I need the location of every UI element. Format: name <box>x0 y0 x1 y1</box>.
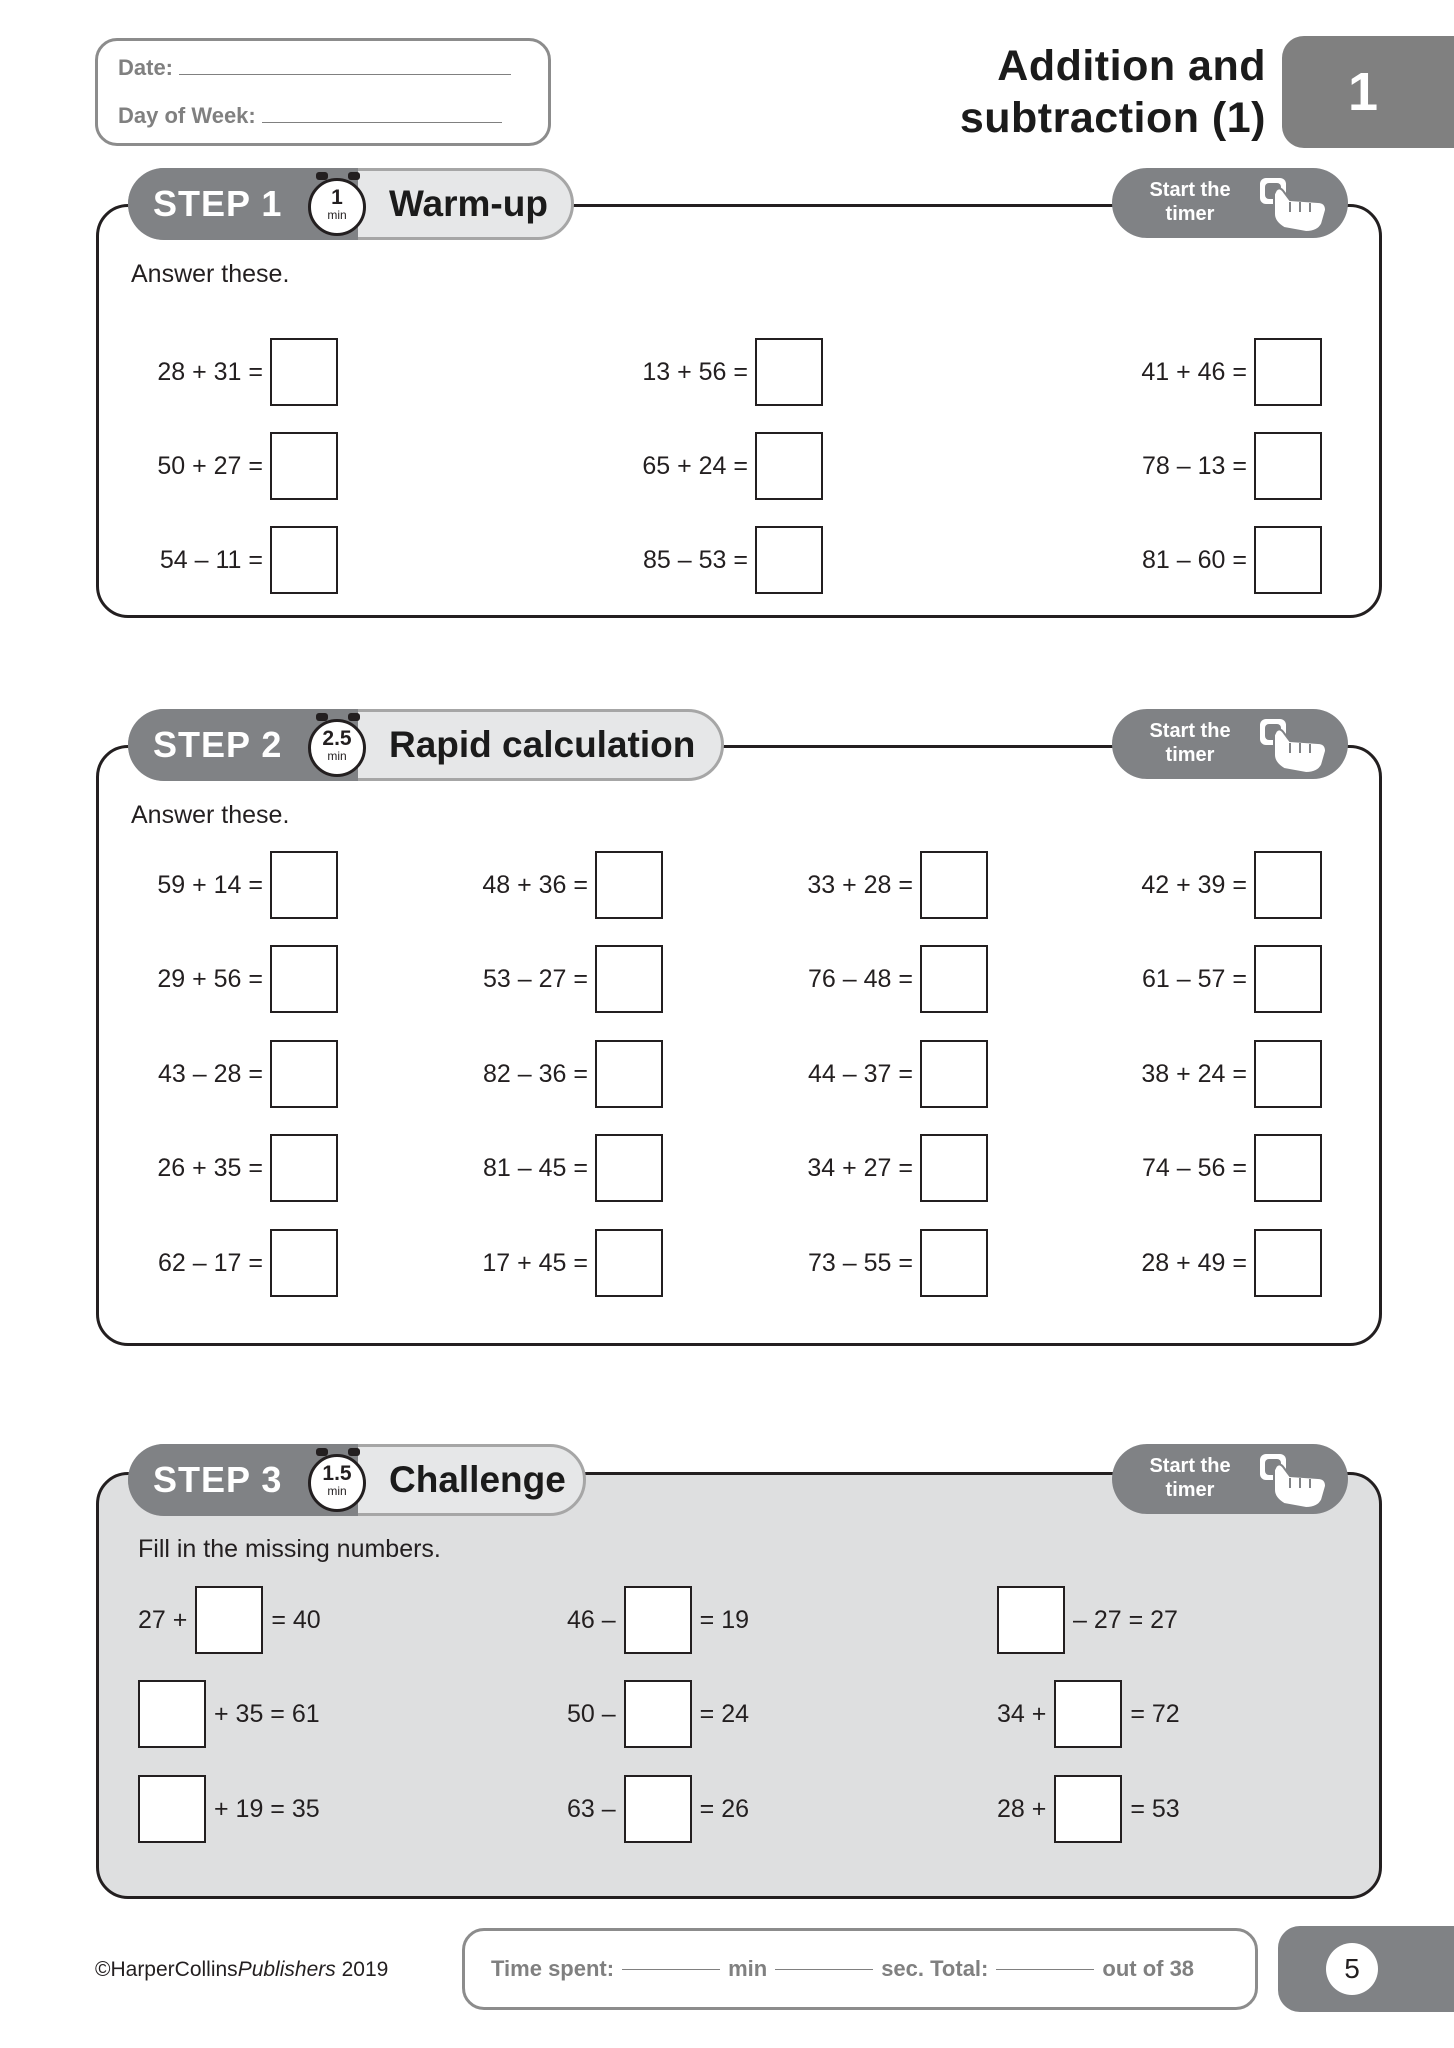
step3-clock-value: 1.5 <box>322 1462 352 1485</box>
day-line <box>118 103 502 129</box>
date-label: Date: <box>118 55 174 80</box>
answer-box[interactable] <box>270 945 338 1013</box>
copyright-publisher: Publishers <box>237 1958 336 1981</box>
stopwatch-icon <box>308 172 368 236</box>
answer-box[interactable] <box>270 432 338 500</box>
hand-pointer-icon <box>1254 172 1340 236</box>
page-title <box>960 40 1266 144</box>
missing-number-item <box>997 1775 1180 1843</box>
missing-number-item <box>997 1586 1178 1654</box>
question-item <box>465 1134 663 1202</box>
question-expression: 28 + 31 = <box>157 357 263 386</box>
unit-number-tab <box>1282 36 1454 148</box>
hand-pointer-icon <box>1254 1448 1340 1512</box>
step1-clock-value: 1 <box>331 186 343 209</box>
question-expression: 61 – 57 = <box>1142 964 1247 993</box>
time-spent-label: Time spent: <box>491 1956 615 1981</box>
answer-box[interactable] <box>1254 1229 1322 1297</box>
question-expression: 13 + 56 = <box>642 357 748 386</box>
expression-after: + 19 = 35 <box>214 1794 320 1823</box>
expression-before: 27 + <box>138 1605 188 1634</box>
step1-instruction: Answer these. <box>131 260 290 288</box>
question-expression: 17 + 45 = <box>482 1248 588 1277</box>
stopwatch-icon <box>308 713 368 777</box>
seconds-field[interactable] <box>775 1969 873 1970</box>
question-item <box>140 1040 338 1108</box>
hand-pointer-icon <box>1254 713 1340 777</box>
answer-box[interactable] <box>595 851 663 919</box>
question-item <box>790 1040 988 1108</box>
date-field[interactable] <box>179 74 511 75</box>
answer-box[interactable] <box>595 1229 663 1297</box>
question-item <box>790 1134 988 1202</box>
step1-connector <box>572 204 1117 206</box>
question-item <box>790 945 988 1013</box>
answer-box[interactable] <box>920 851 988 919</box>
expression-after: = 26 <box>699 1794 750 1823</box>
answer-box[interactable] <box>1254 1134 1322 1202</box>
step2-label: STEP 2 <box>153 724 283 765</box>
answer-box[interactable] <box>270 338 338 406</box>
question-item <box>140 432 338 500</box>
unit-number: 1 <box>1348 62 1379 122</box>
question-item <box>465 1229 663 1297</box>
question-expression: 44 – 37 = <box>808 1059 913 1088</box>
answer-box[interactable] <box>270 1229 338 1297</box>
answer-box[interactable] <box>624 1680 692 1748</box>
question-item <box>140 851 338 919</box>
timer-button-line1: Start the <box>1149 1455 1231 1477</box>
step3-instruction: Fill in the missing numbers. <box>138 1535 441 1563</box>
expression-after: = 19 <box>699 1605 750 1634</box>
question-item <box>625 432 823 500</box>
question-expression: 82 – 36 = <box>483 1059 588 1088</box>
expression-before: 28 + <box>997 1794 1047 1823</box>
question-expression: 50 + 27 = <box>157 451 263 480</box>
question-expression: 81 – 45 = <box>483 1153 588 1182</box>
page-number-tab <box>1278 1926 1454 2012</box>
copyright-year: 2019 <box>341 1958 389 1981</box>
step1-label: STEP 1 <box>153 183 283 224</box>
step1-title: Warm-up <box>389 183 548 224</box>
question-item <box>465 1040 663 1108</box>
question-item <box>140 1229 338 1297</box>
answer-box[interactable] <box>138 1775 206 1843</box>
question-expression: 43 – 28 = <box>158 1059 263 1088</box>
answer-box[interactable] <box>1254 432 1322 500</box>
answer-box[interactable] <box>1054 1775 1122 1843</box>
answer-box[interactable] <box>1254 1040 1322 1108</box>
date-line <box>118 55 511 81</box>
question-item <box>140 526 338 594</box>
expression-after: + 35 = 61 <box>214 1699 320 1728</box>
step2-clock-unit: min <box>327 749 347 763</box>
expression-before: 50 – <box>567 1699 616 1728</box>
answer-box[interactable] <box>595 945 663 1013</box>
sec-total-label: sec. Total: <box>881 1956 989 1981</box>
missing-number-item <box>138 1775 320 1843</box>
question-item <box>140 945 338 1013</box>
question-item <box>790 1229 988 1297</box>
answer-box[interactable] <box>1254 851 1322 919</box>
question-item <box>465 945 663 1013</box>
question-item <box>465 851 663 919</box>
question-expression: 62 – 17 = <box>158 1248 263 1277</box>
answer-box[interactable] <box>755 432 823 500</box>
question-item <box>790 851 988 919</box>
missing-number-item <box>138 1680 320 1748</box>
question-item <box>1124 338 1322 406</box>
stopwatch-icon <box>308 1448 368 1512</box>
step2-clock-value: 2.5 <box>322 727 352 750</box>
question-expression: 42 + 39 = <box>1141 870 1247 899</box>
question-item <box>625 338 823 406</box>
answer-box[interactable] <box>195 1586 263 1654</box>
answer-box[interactable] <box>997 1586 1065 1654</box>
question-item <box>140 1134 338 1202</box>
expression-before: 34 + <box>997 1699 1047 1728</box>
minutes-field[interactable] <box>622 1969 720 1970</box>
answer-box[interactable] <box>595 1040 663 1108</box>
answer-box[interactable] <box>1254 526 1322 594</box>
total-field[interactable] <box>996 1969 1094 1970</box>
step1-clock-unit: min <box>327 208 347 222</box>
question-expression: 34 + 27 = <box>807 1153 913 1182</box>
question-expression: 28 + 49 = <box>1141 1248 1247 1277</box>
answer-box[interactable] <box>138 1680 206 1748</box>
step2-start-timer-button[interactable] <box>1112 709 1348 779</box>
answer-box[interactable] <box>595 1134 663 1202</box>
copyright <box>95 1958 388 1982</box>
missing-number-item <box>997 1680 1180 1748</box>
step2-instruction: Answer these. <box>131 801 290 829</box>
answer-box[interactable] <box>270 526 338 594</box>
answer-box[interactable] <box>755 526 823 594</box>
step3-start-timer-button[interactable] <box>1112 1444 1348 1514</box>
answer-box[interactable] <box>270 1134 338 1202</box>
question-expression: 41 + 46 = <box>1141 357 1247 386</box>
answer-box[interactable] <box>1254 338 1322 406</box>
question-item <box>625 526 823 594</box>
question-item <box>1124 1134 1322 1202</box>
expression-after: – 27 = 27 <box>1073 1605 1178 1634</box>
expression-after: = 72 <box>1130 1699 1180 1728</box>
answer-box[interactable] <box>1254 945 1322 1013</box>
answer-box[interactable] <box>755 338 823 406</box>
question-expression: 78 – 13 = <box>1142 451 1247 480</box>
time-spent-box <box>462 1928 1258 2010</box>
question-item <box>1124 851 1322 919</box>
answer-box[interactable] <box>920 1134 988 1202</box>
question-expression: 65 + 24 = <box>642 451 748 480</box>
out-of-label: out of 38 <box>1102 1956 1195 1981</box>
question-item <box>140 338 338 406</box>
min-label: min <box>728 1956 768 1981</box>
expression-after: = 24 <box>699 1699 750 1728</box>
answer-box[interactable] <box>920 1040 988 1108</box>
answer-box[interactable] <box>920 945 988 1013</box>
answer-box[interactable] <box>270 1040 338 1108</box>
title-line-1: Addition and <box>997 42 1266 90</box>
question-expression: 26 + 35 = <box>157 1153 263 1182</box>
step3-label: STEP 3 <box>153 1459 283 1500</box>
step2-connector <box>722 745 1117 747</box>
day-label: Day of Week: <box>118 103 256 128</box>
step2-header <box>128 709 724 781</box>
step3-header <box>128 1444 586 1516</box>
question-expression: 38 + 24 = <box>1141 1059 1247 1088</box>
step1-header <box>128 168 574 240</box>
answer-box[interactable] <box>624 1586 692 1654</box>
answer-box[interactable] <box>624 1775 692 1843</box>
copyright-prefix: ©HarperCollins <box>95 1958 238 1981</box>
date-box <box>95 38 551 146</box>
timer-button-line1: Start the <box>1149 720 1231 742</box>
question-expression: 81 – 60 = <box>1142 545 1247 574</box>
question-expression: 76 – 48 = <box>808 964 913 993</box>
timer-button-line1: Start the <box>1149 179 1231 201</box>
missing-number-item <box>567 1586 749 1654</box>
step1-start-timer-button[interactable] <box>1112 168 1348 238</box>
title-line-2: subtraction (1) <box>959 94 1266 142</box>
question-expression: 74 – 56 = <box>1142 1153 1247 1182</box>
question-expression: 29 + 56 = <box>157 964 263 993</box>
question-expression: 33 + 28 = <box>807 870 913 899</box>
timer-button-line2: timer <box>1165 203 1215 225</box>
timer-button-line2: timer <box>1165 744 1215 766</box>
step2-title: Rapid calculation <box>389 724 696 765</box>
question-expression: 59 + 14 = <box>157 870 263 899</box>
step3-connector <box>584 1472 1117 1474</box>
answer-box[interactable] <box>1054 1680 1122 1748</box>
question-expression: 48 + 36 = <box>482 870 588 899</box>
expression-after: = 53 <box>1130 1794 1180 1823</box>
question-item <box>1124 526 1322 594</box>
expression-before: 63 – <box>567 1794 616 1823</box>
day-field[interactable] <box>262 122 502 123</box>
step3-clock-unit: min <box>327 1484 347 1498</box>
question-expression: 54 – 11 = <box>159 545 263 574</box>
missing-number-item <box>567 1775 749 1843</box>
missing-number-item <box>567 1680 749 1748</box>
question-item <box>1124 1040 1322 1108</box>
page-number: 5 <box>1326 1943 1378 1995</box>
answer-box[interactable] <box>920 1229 988 1297</box>
answer-box[interactable] <box>270 851 338 919</box>
question-expression: 85 – 53 = <box>643 545 748 574</box>
missing-number-item <box>138 1586 321 1654</box>
question-item <box>1124 945 1322 1013</box>
expression-before: 46 – <box>567 1605 616 1634</box>
question-item <box>1124 1229 1322 1297</box>
question-expression: 53 – 27 = <box>483 964 588 993</box>
step3-title: Challenge <box>389 1459 566 1500</box>
question-expression: 73 – 55 = <box>808 1248 913 1277</box>
question-item <box>1124 432 1322 500</box>
expression-after: = 40 <box>271 1605 321 1634</box>
timer-button-line2: timer <box>1165 1479 1215 1501</box>
